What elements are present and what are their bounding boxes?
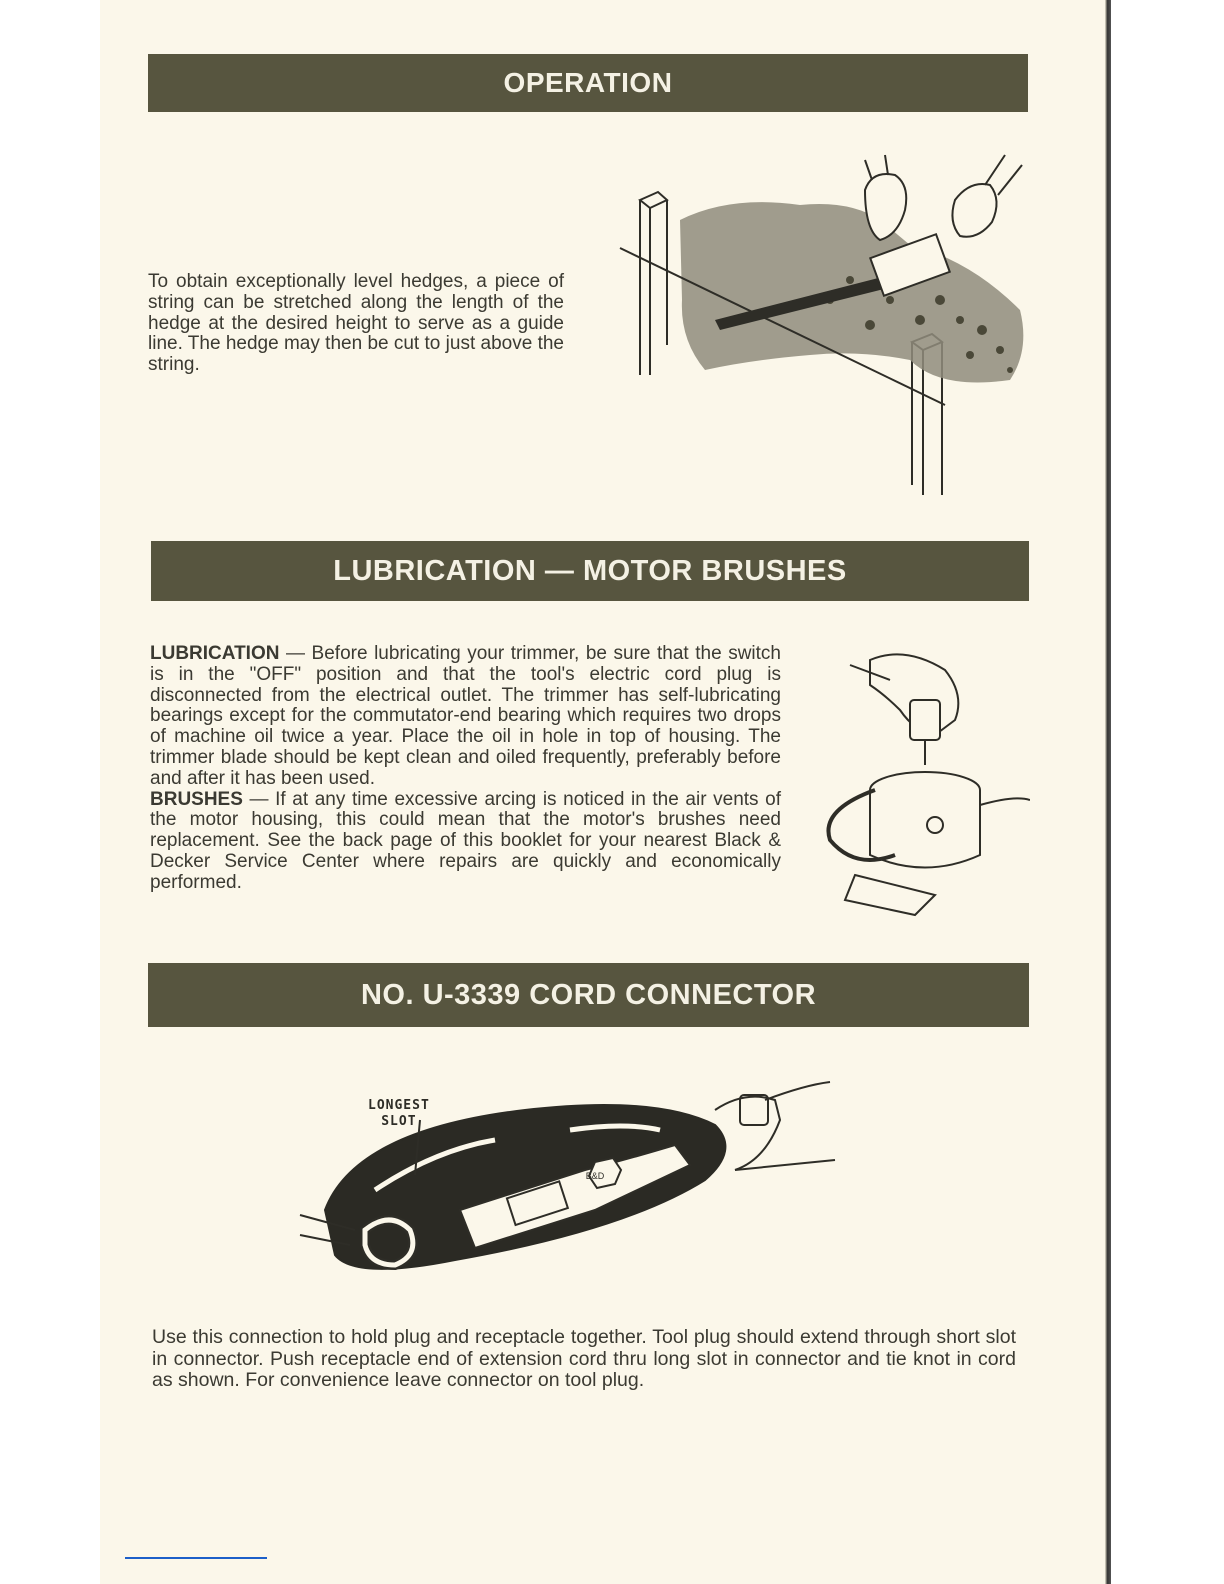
operation-heading-text: OPERATION [503, 67, 673, 98]
bd-logo: B&D [585, 1171, 605, 1181]
brushes-term: BRUSHES [150, 788, 243, 810]
footer-underline [125, 1557, 267, 1559]
lubrication-term: LUBRICATION [150, 643, 280, 664]
operation-paragraph: To obtain exceptionally level hedges, a piece of string can be stretched along the length of the hedge at the desired height to serve as a guide line. The hedge may then be cut to just above the string. [148, 271, 564, 376]
page-edge-shadow [1105, 0, 1111, 1584]
longest-slot-callout [368, 1098, 430, 1130]
brushes-body: — If at any time excessive arcing is noticed in the air vents of the motor housing, this could mean that the motor's brushes need replacement. See the back page of this booklet for your nearest Black & Decker Service Center where repairs are quickly and economically performed. [150, 788, 781, 893]
connector-heading-text: NO. U-3339 CORD CONNECTOR [360, 978, 817, 1011]
lubrication-heading-text: LUBRICATION — MOTOR BRUSHES [333, 554, 847, 587]
callout-line-2: SLOT [381, 1114, 417, 1129]
hedge-trimming-illustration [610, 150, 1040, 500]
lubrication-body: — Before lubricating your trimmer, be sure that the switch is in the "OFF" position and that the tool's electric cord plug is disconnected from the electrical outlet. The trimmer has self-lubricating bearings except for the commutator-end bearing which requires two drops of machine oil twice a year. Place the oil in hole in top of housing. The trimmer blade should be kept clean and oiled frequently, preferably before and after it has been used. [150, 643, 781, 789]
callout-line-1: LONGEST [368, 1098, 430, 1113]
lubrication-paragraph [150, 644, 781, 894]
lubrication-heading [151, 541, 1029, 601]
operation-heading [148, 54, 1028, 112]
connector-paragraph: Use this connection to hold plug and receptacle together. Tool plug should extend through short slot in connector. Push receptacle end of extension cord thru long slot in connector and tie knot in cord as shown. For convenience leave connector on tool plug. [152, 1326, 1016, 1391]
oiling-illustration [815, 640, 1030, 925]
connector-heading [148, 963, 1029, 1027]
